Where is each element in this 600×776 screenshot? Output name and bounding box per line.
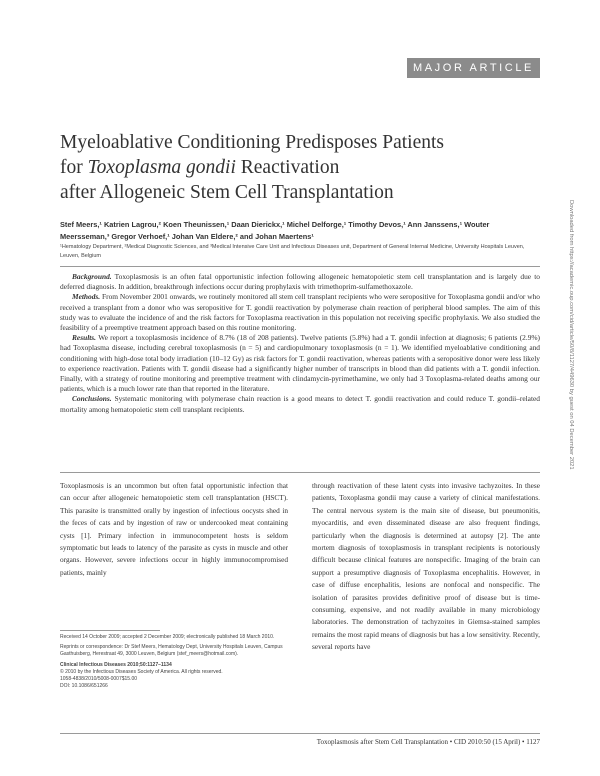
footnotes <box>60 634 288 690</box>
abstract-results: Results. We report a toxoplasmosis incidence of 8.7% (18 of 208 patients). Twelve patients (5.8%) had a T. gondii infection at diagnosis; 6 patients (2.9%) had Toxoplasma disease, including cerebral toxoplasmosis (n = 5) and cardiopulmonary toxoplasmosis (n = 1). We identified myeloablative conditioning and conditioning with high-dose total body irradiation (10–12 Gy) as risk factors for T. gondii reactivation, whereas patients with a seropositive donor were less likely to experience reactivation. Patients with T. gondii disease had a significantly higher number of transcripts in blood than did patients with a T. gondii infection. Finally, with a strategy of routine monitoring and preemptive treatment with clindamycin-pyrimethamine, we only had 3 Toxoplasma-related deaths among our patients, which is a much lower rate than that reported in the literature. <box>60 333 541 394</box>
title-line-3: after Allogeneic Stem Cell Transplantation <box>60 182 394 203</box>
body-paragraph: through reactivation of these latent cysts into invasive tachyzoites. In these patients, Toxoplasma gondii may cause a variety of clinical manifestations. The central nervous system is the main site of disease, but pneumonitis, myocarditis, and even disseminated disease are also frequent findings, particularly when the diagnosis is determined at autopsy [2]. The ante mortem diagnosis of toxoplasmosis in transplant recipients is notoriously difficult because clinical features are nonspecific. Imaging of the brain can support a presumptive diagnosis of Toxoplasma encephalitis. However, in case of diffuse encephalitis, lesions are nonfocal and nonspecific. The isolation of parasites provides definitive proof of disease but is time-consuming, expensive, and not readily available in many microbiology laboratories. The demonstration of tachyzoites in Giemsa-stained samples remains the most rapid means of diagnosis but has a low sensitivity. Recently, several reports have <box>312 481 540 652</box>
affiliations: ¹Hematology Department, ²Medical Diagnostic Sciences, and ³Medical Intensive Care Unit and Infectious Diseases unit, Department of General Internal Medicine, University Hospitals Leuven, Leuven, Belgium <box>60 244 525 259</box>
footer-rule <box>60 733 540 734</box>
body-column-right <box>312 480 540 654</box>
copyright-note: © 2010 by the Infectious Diseases Society of America. All rights reserved. <box>60 668 223 675</box>
abstract-methods: Methods. From November 2001 onwards, we routinely monitored all stem cell transplant recipients who were seropositive for Toxoplasma gondii and/or who received a transplant from a donor who was seropositive for T. gondii reactivation by polymerase chain reaction of peripheral blood samples. The aim of this study was to evaluate the incidence of and the risk factors for Toxoplasma reactivation in this population not receiving specific prophylaxis. We also studied the feasibility of a preemptive treatment approach based on this routine monitoring. <box>60 292 540 333</box>
issn-note: 1058-4838/2010/5008-0007$15.00 <box>60 676 138 683</box>
abstract-bottom-rule <box>60 472 540 473</box>
article-title <box>60 130 540 205</box>
author-list: Stef Meers,¹ Katrien Lagrou,² Koen Theunissen,¹ Daan Dierickx,¹ Michel Delforge,¹ Timothy Devos,¹ Ann Janssens,¹ Wouter Meersseman,³ Gregor Verhoef,¹ Johan Van Eldere,² and Johan Maertens¹ <box>60 220 490 241</box>
reprints-note: Reprints or correspondence: Dr Stef Meers, Hematology Dept, University Hospitals Leuven, Campus Gasthuisberg, Herestraat 49, 3000 Leuven, Belgium (stef_meers@hotmail.com). <box>60 644 283 658</box>
title-line-1: Myeloablative Conditioning Predisposes Patients <box>60 132 445 153</box>
download-watermark: Downloaded from https://academic.oup.com/cid/article/50/8/1127/449630 by guest on 04 December 2021 <box>568 200 574 470</box>
abstract-top-rule <box>60 266 540 267</box>
title-line-2: for Toxoplasma gondii Reactivation <box>60 157 340 178</box>
received-note: Received 14 October 2009; accepted 2 December 2009; electronically published 18 March 2010. <box>60 634 275 640</box>
abstract-background: Background. Toxoplasmosis is an often fatal opportunistic infection following allogeneic hematopoietic stem cell transplantation and is largely due to deferred diagnosis. In addition, breakthrough infections occur during prophylaxis with trimethoprim-sulfamethoxazole. <box>60 272 540 292</box>
body-column-left <box>60 480 288 579</box>
abstract <box>60 272 540 415</box>
page-footer: Toxoplasmosis after Stem Cell Transplantation • CID 2010:50 (15 April) • 1127 <box>316 738 540 746</box>
article-type-badge: MAJOR ARTICLE <box>407 58 540 78</box>
footnote-rule <box>60 630 160 631</box>
abstract-conclusions: Conclusions. Systematic monitoring with polymerase chain reaction is a good means to detect T. gondii reactivation and could reduce T. gondii–related mortality among hematopoietic stem cell transplant recipients. <box>60 394 540 414</box>
journal-citation: Clinical Infectious Diseases 2010;50:1127–1134 <box>60 661 172 668</box>
doi-note: DOI: 10.1086/651266 <box>60 683 108 690</box>
body-paragraph: Toxoplasmosis is an uncommon but often fatal opportunistic infection that can occur after allogeneic hematopoietic stem cell transplantation (HSCT). This parasite is transmitted orally by ingestion of infectious oocysts shed in the feces of cats and by ingestion of raw or undercooked meat containing cysts [1]. Primary infection in immunocompetent hosts is seldom symptomatic but leads to latency of the parasite as cysts in muscle and other organs. However, severe infections occur in highly immunocompromised patients, mainly <box>60 481 288 577</box>
